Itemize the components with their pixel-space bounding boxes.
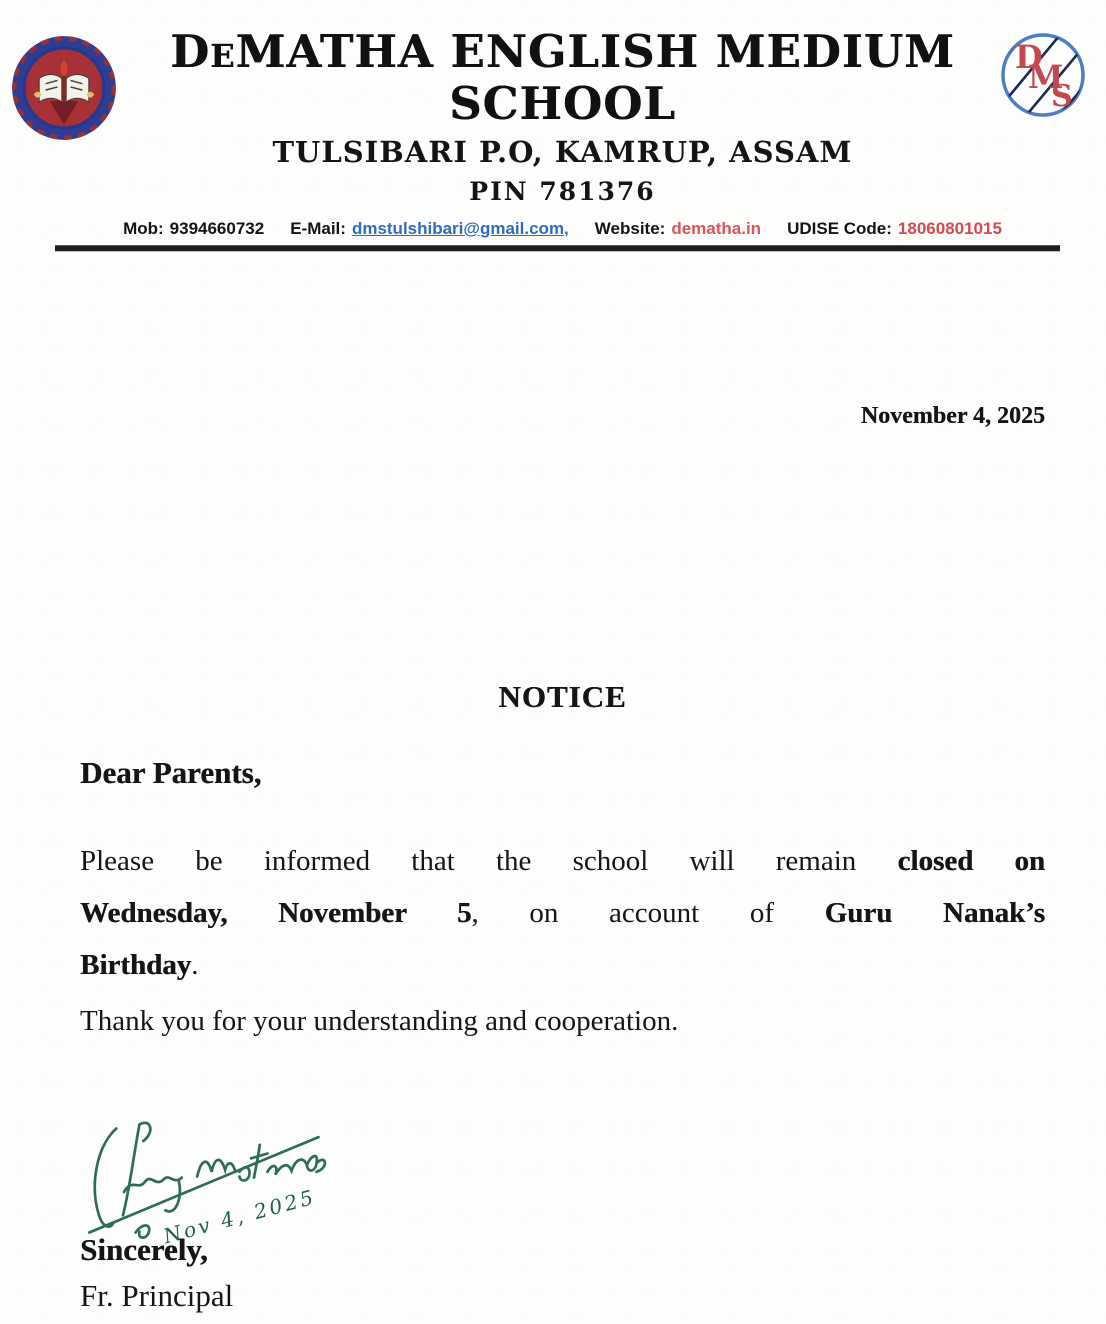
- signoff-line: Fr. Principal: [80, 1278, 234, 1313]
- handwritten-signature: [68, 1115, 388, 1245]
- mobile-number: 9394660732: [169, 219, 265, 238]
- letterhead-text-block: [80, 26, 1045, 210]
- dms-monogram-logo-icon: [993, 28, 1093, 128]
- svg-text:M: M: [1028, 58, 1064, 96]
- contact-line: [80, 218, 1045, 240]
- notice-body-paragraph: [80, 835, 1045, 991]
- website-link: dematha.in: [671, 219, 762, 238]
- body-text-bold: Wednesday, November 5: [80, 897, 472, 929]
- handwritten-date: Nov 4, 2025: [160, 1184, 319, 1245]
- body-text-bold: Guru Nanak’s: [824, 897, 1045, 929]
- body-text-bold: closed on: [897, 845, 1046, 877]
- mobile-label: Mob:: [123, 219, 164, 238]
- school-address: TULSIBARI P.O, KAMRUP, ASSAM: [272, 135, 853, 169]
- notice-heading: NOTICE: [498, 679, 627, 714]
- header-divider: [55, 245, 1060, 251]
- school-emblem-logo-icon: [10, 34, 118, 142]
- closing-line: Sincerely,: [80, 1232, 208, 1267]
- body-text: .: [191, 949, 199, 981]
- body-line-1: [80, 835, 1045, 887]
- udise-label: UDISE Code:: [787, 219, 892, 238]
- svg-text:S: S: [1051, 79, 1073, 114]
- letterhead: [80, 25, 1073, 210]
- school-name: DeMATHA ENGLISH MEDIUM SCHOOL: [170, 25, 955, 130]
- body-text: , on account of: [471, 897, 825, 929]
- svg-text:D: D: [1015, 38, 1043, 76]
- email-label: E-Mail:: [290, 219, 346, 238]
- body-text: Please be informed that the school will remain: [80, 845, 898, 877]
- email-link: dmstulshibari@gmail.com,: [351, 219, 569, 238]
- udise-code: 18060801015: [897, 219, 1002, 238]
- school-pin: PIN 781376: [469, 177, 656, 206]
- body-line-2: [80, 887, 1045, 939]
- body-line-3: [80, 939, 1045, 991]
- thanks-line: Thank you for your understanding and cooperation.: [80, 1005, 679, 1037]
- body-text-bold: Birthday: [80, 949, 192, 981]
- website-label: Website:: [594, 219, 666, 238]
- date-line: November 4, 2025: [860, 403, 1045, 429]
- salutation: Dear Parents,: [80, 755, 262, 790]
